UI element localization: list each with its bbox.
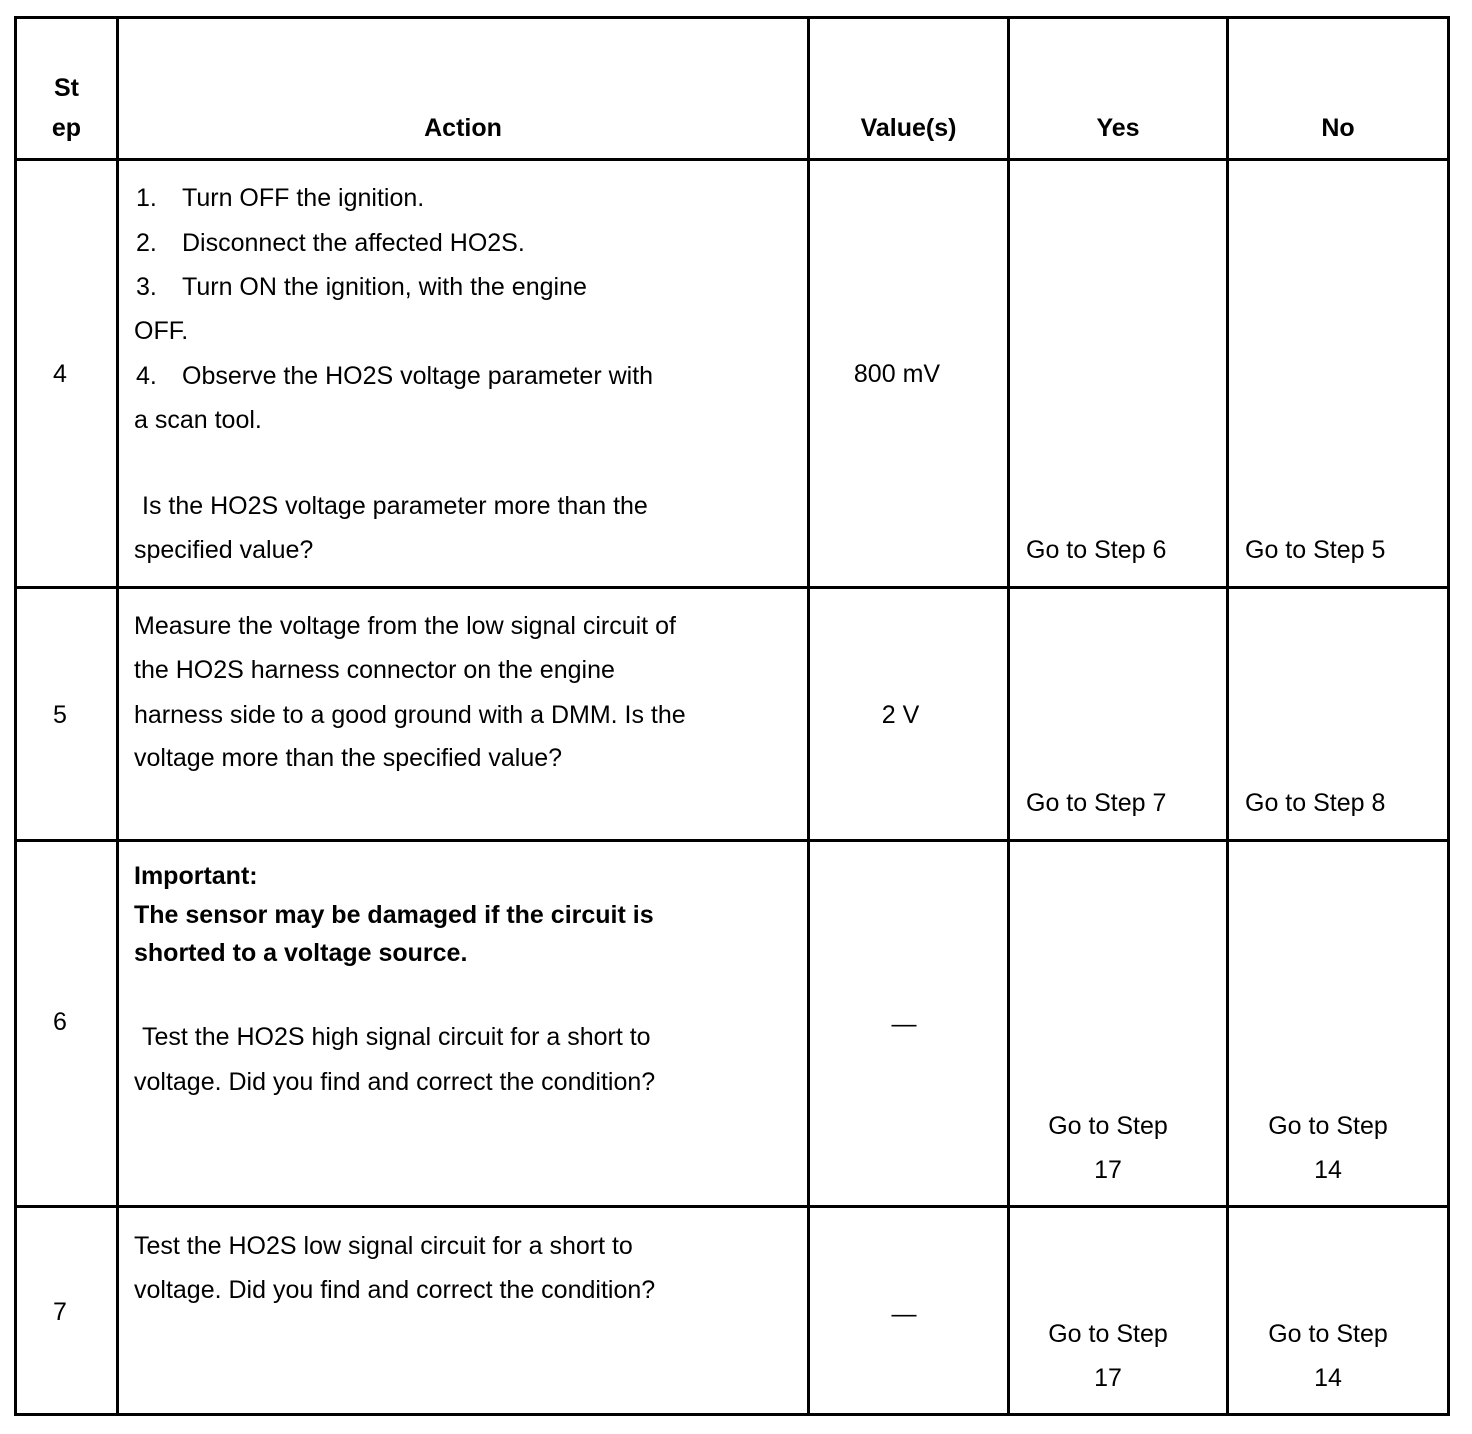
yes-link-step[interactable]: 17 bbox=[1094, 1156, 1122, 1184]
no-link-step[interactable]: 14 bbox=[1314, 1364, 1342, 1392]
action-line: a scan tool. bbox=[134, 406, 262, 434]
no-link[interactable]: Go to Step 8 bbox=[1245, 789, 1386, 817]
step-number: 7 bbox=[53, 1298, 67, 1326]
action-line: voltage more than the specified value? bbox=[134, 744, 563, 772]
no-link[interactable]: Go to Step bbox=[1268, 1112, 1388, 1140]
row-divider bbox=[14, 839, 1450, 842]
column-divider bbox=[1226, 16, 1229, 1416]
action-line: voltage. Did you find and correct the condition? bbox=[134, 1068, 656, 1096]
step-number: 4 bbox=[53, 360, 67, 388]
header-divider bbox=[14, 158, 1450, 161]
action-line: the HO2S harness connector on the engine bbox=[134, 656, 615, 684]
list-number: 2. bbox=[136, 229, 157, 257]
column-divider bbox=[116, 16, 119, 1416]
table-border-top bbox=[14, 16, 1450, 19]
action-line: voltage. Did you find and correct the condition? bbox=[134, 1276, 656, 1304]
value-cell: 800 mV bbox=[853, 360, 941, 388]
action-line: OFF. bbox=[134, 317, 189, 345]
yes-link-step[interactable]: 17 bbox=[1094, 1364, 1122, 1392]
step-number: 5 bbox=[53, 701, 67, 729]
action-line: harness side to a good ground with a DMM. Is the bbox=[134, 701, 686, 729]
action-line: Turn ON the ignition, with the engine bbox=[182, 273, 587, 301]
question-line: specified value? bbox=[134, 536, 314, 564]
diagnostic-table bbox=[14, 16, 1450, 1416]
list-number: 1. bbox=[136, 184, 157, 212]
action-line: Test the HO2S low signal circuit for a short to bbox=[134, 1232, 633, 1260]
important-line: shorted to a voltage source. bbox=[134, 939, 468, 967]
value-cell: — bbox=[891, 1300, 917, 1328]
important-line: The sensor may be damaged if the circuit is bbox=[134, 901, 654, 929]
yes-link[interactable]: Go to Step 7 bbox=[1026, 789, 1167, 817]
header-step-line1: St bbox=[54, 74, 79, 102]
question-line: Is the HO2S voltage parameter more than the bbox=[142, 492, 648, 520]
row-divider bbox=[14, 1205, 1450, 1208]
value-cell: 2 V bbox=[881, 701, 920, 729]
no-link-step[interactable]: 14 bbox=[1314, 1156, 1342, 1184]
list-number: 3. bbox=[136, 273, 157, 301]
important-label: Important: bbox=[134, 862, 258, 890]
table-border-right bbox=[1447, 16, 1450, 1416]
header-step-line2: ep bbox=[51, 114, 82, 142]
action-line: Observe the HO2S voltage parameter with bbox=[182, 362, 654, 390]
list-number: 4. bbox=[136, 362, 157, 390]
action-line: Test the HO2S high signal circuit for a short to bbox=[142, 1023, 651, 1051]
yes-link[interactable]: Go to Step bbox=[1048, 1112, 1168, 1140]
step-number: 6 bbox=[53, 1008, 67, 1036]
action-line: Turn OFF the ignition. bbox=[182, 184, 425, 212]
value-cell: — bbox=[891, 1010, 917, 1038]
no-link[interactable]: Go to Step 5 bbox=[1245, 536, 1386, 564]
header-values: Value(s) bbox=[860, 114, 957, 142]
header-no: No bbox=[1321, 114, 1355, 142]
header-action: Action bbox=[424, 114, 502, 142]
header-yes: Yes bbox=[1096, 114, 1140, 142]
action-line: Measure the voltage from the low signal circuit of bbox=[134, 612, 676, 640]
column-divider bbox=[1007, 16, 1010, 1416]
yes-link[interactable]: Go to Step bbox=[1048, 1320, 1168, 1348]
yes-link[interactable]: Go to Step 6 bbox=[1026, 536, 1167, 564]
no-link[interactable]: Go to Step bbox=[1268, 1320, 1388, 1348]
row-divider bbox=[14, 586, 1450, 589]
action-line: Disconnect the affected HO2S. bbox=[182, 229, 525, 257]
table-border-bottom bbox=[14, 1413, 1450, 1416]
